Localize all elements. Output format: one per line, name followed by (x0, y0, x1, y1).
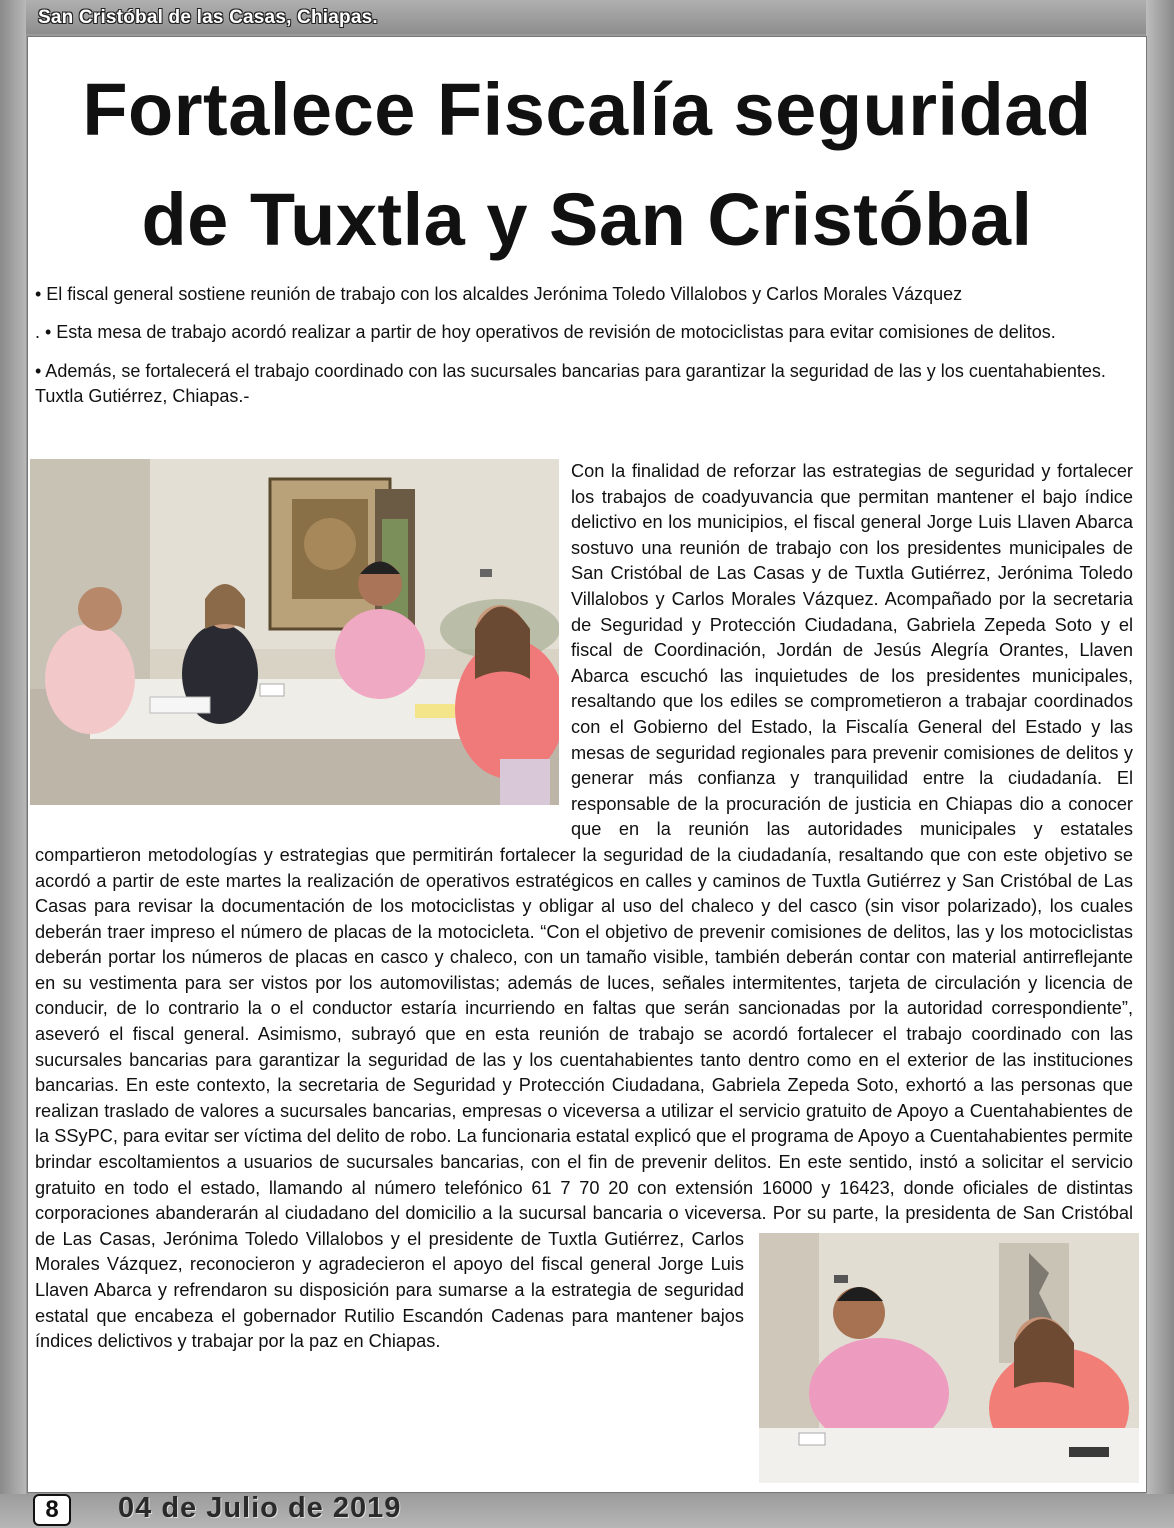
article-body (35, 459, 1134, 1499)
page-number: 8 (33, 1494, 71, 1526)
headline-line-1: Fortalece Fiscalía seguridad (82, 68, 1092, 151)
photo-space-1 (35, 459, 571, 819)
headline-line-2: de Tuxtla y San Cristóbal (141, 178, 1033, 261)
summary-bullets (35, 282, 1125, 423)
photo-space-2 (744, 1229, 1134, 1499)
frame-left (0, 0, 26, 1528)
frame-right (1146, 0, 1174, 1528)
article-body-text: Con la finalidad de reforzar las estrategias de seguridad y fortalecer los trabajos de coadyuvancia que permitan mantener el bajo índice delictivo en los municipios, el fiscal general Jorge Luis Llaven Abarca sostuvo una reunión de trabajo con los presidentes municipales de San Cristóbal de Las Casas y de Tuxtla Gutiérrez, Jerónima Toledo Villalobos y Carlos Morales Vázquez. Acompañado por la secretaria de Seguridad y Protección Ciudadana, Gabriela Zepeda Soto y el fiscal de Coordinación, Jordán de Jesús Alegría Orantes, Llaven Abarca escuchó las inquietudes de los presidentes municipales, resaltando que los ediles se comprometieron a trabajar coordinados con el Gobierno del Estado, la Fiscalía General del Estado y las mesas de seguridad regionales para prevenir comisiones de delitos y generar más confianza y tranquilidad entre la ciudadanía. El responsable de la procuración de justicia en Chiapas dio a conocer que en la reunión las autoridades municipales y estatales compartieron metodologías y estrategias que permitirán fortalecer la seguridad de la ciudadanía, resaltando que con este objetivo se acordó a partir de este martes la realización de operativos estratégicos en calles y caminos de Tuxtla Gutiérrez y San Cristóbal de Las Casas para revisar la documentación de los motociclistas y obligar al uso del chaleco y del casco (sin visor polarizado), los cuales deberán traer impreso el número de placas de la motocicleta. “Con el objetivo de prevenir comisiones de delitos, las y los motociclistas deberán portar los números de placas en casco y chaleco, con un tamaño visible, también deberán contar con material antirreflejante en su vestimenta para ser vistos por los automovilistas; además de luces, señales intermitentes, tarjeta de circulación y licencia de conducir, de lo contrario la o el conductor estaría incurriendo en faltas que serán sancionadas por la autoridad correspondiente”, aseveró el fiscal general. Asimismo, subrayó que en esta reunión de trabajo se acordó fortalecer el trabajo coordinado con las sucursales bancarias para garantizar la seguridad de las y los cuentahabientes tanto dentro como en el exterior de las instituciones bancarias. En este contexto, la secretaria de Seguridad y Protección Ciudadana, Gabriela Zepeda Soto, exhortó a las personas que realizan traslado de valores a sucursales bancarias, empresas o viceversa a utilizar el servicio gratuito de Apoyo a Cuentahabientes de la SSyPC, para evitar ser víctima del delito de robo. La funcionaria estatal explicó que el programa de Apoyo a Cuentahabientes permite brindar escoltamientos a usuarios de sucursales bancarias, con el fin de prevenir delitos. En este sentido, instó a solicitar el servicio gratuito en todo el estado, llamando al número telefónico 61 7 70 20 con extensión 16000 y 16423, donde oficiales de distintas corporaciones abanderarán al ciudadano del domicilio a la sucursal bancaria o viceversa. Por su parte, la presidenta de San Cristóbal de Las Casas, Jerónima Toledo Villalobos y el presidente de Tuxtla Gutiérrez, Carlos Morales Vázquez, reconocieron y agradecieron el apoyo del fiscal general Jorge Luis Llaven Abarca y refrendaron su disposición para sumarse a la estrategia de seguridad estatal que encabeza el gobernador Rutilio Escandón Cadenas para mantener bajos índices delictivos y trabajar por la paz en Chiapas. (35, 461, 1133, 1352)
summary-bullet-2: . • Esta mesa de trabajo acordó realizar a partir de hoy operativos de revisión de motociclistas para evitar comisiones de delitos. (35, 322, 1056, 342)
article-headline (28, 55, 1146, 275)
summary-bullet-1: • El fiscal general sostiene reunión de trabajo con los alcaldes Jerónima Toledo Villalobos y Carlos Morales Vázquez (35, 284, 963, 304)
summary-bullet-3: • Además, se fortalecerá el trabajo coordinado con las sucursales bancarias para garantizar la seguridad de las y los cuentahabientes. Tuxtla Gutiérrez, Chiapas.- (35, 361, 1106, 406)
photo-space-spacer (1133, 459, 1134, 1229)
issue-date: 04 de Julio de 2019 (118, 1492, 402, 1524)
location-label: San Cristóbal de las Casas, Chiapas. (38, 7, 378, 28)
article-page (27, 36, 1147, 1493)
